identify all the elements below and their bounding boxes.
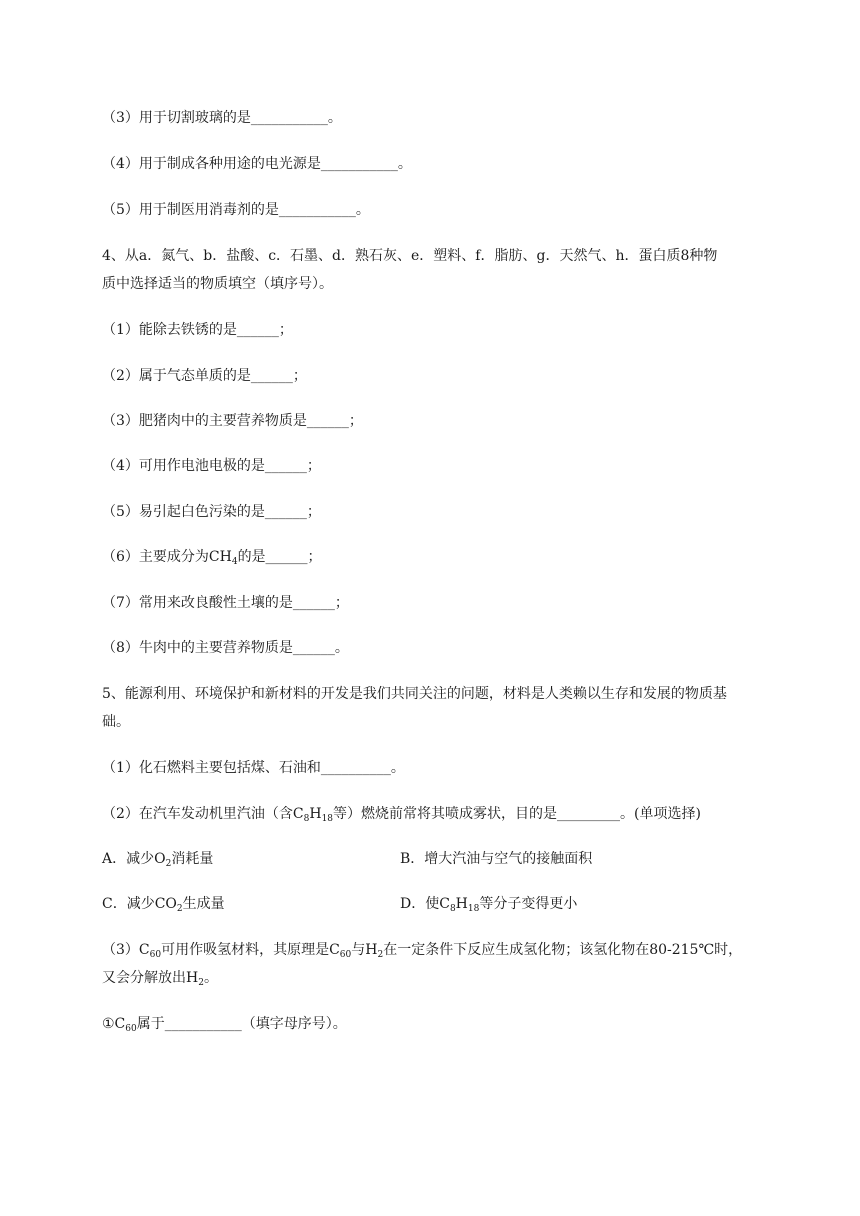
q5-option-a-sub: 2 (165, 859, 172, 869)
q4-item-5: （5）易引起白色污染的是______； (102, 504, 321, 520)
q5-stem-line-2: 础。 (102, 714, 130, 730)
q5-option-b: B．增大汽油与空气的接触面积 (400, 851, 593, 867)
q5-option-d-sub-h: 18 (467, 904, 480, 914)
q5-option-d-sub-c: 8 (449, 904, 456, 914)
q5-option-d-text-a: D．使C (400, 896, 450, 912)
q5-part-3-sub-c: 2 (377, 950, 384, 960)
q4-item-2: （2）属于气态单质的是______； (102, 368, 307, 384)
q5-part-3-text-a: （3）C (102, 942, 150, 958)
q5-part-3-text-c: 与H (351, 942, 378, 958)
q5-part-1: （1）化石燃料主要包括煤、石油和__________。 (102, 760, 405, 776)
q5-part-3-text-d: 在一定条件下反应生成氢化物；该氢化物在80-215℃时， (383, 942, 743, 958)
q5-option-c (102, 894, 225, 914)
q5-part-3-sub-b: 60 (339, 950, 352, 960)
q5-option-a (102, 849, 213, 869)
q5-part-2-text-a: （2）在汽车发动机里汽油（含C (102, 806, 304, 822)
q3-item-4: （4）用于制成各种用途的电光源是___________。 (102, 156, 412, 172)
q5-part-3-text-b: 可用作吸氢材料，其原理是C (161, 942, 340, 958)
q4-item-6-text-a: （6）主要成分为CH (102, 549, 232, 565)
q5-option-c-text-b: 生成量 (182, 896, 225, 912)
q4-item-6-subscript: 4 (231, 557, 238, 567)
q5-part-2-sub-h: 18 (321, 814, 334, 824)
q3-item-3: （3）用于切割玻璃的是___________。 (102, 110, 342, 126)
q5-subquestion-1 (102, 1014, 347, 1034)
q5-part-3-line-2-sub: 2 (198, 978, 204, 988)
q5-part-2-sub-c: 8 (303, 814, 310, 824)
q5-option-d (400, 894, 577, 914)
q5-option-a-text-a: A．减少O (102, 851, 166, 867)
q4-item-8: （8）牛肉中的主要营养物质是______。 (102, 640, 349, 656)
q4-item-6-text-b: 的是______； (237, 549, 322, 565)
q5-subquestion-1-text-a: ①C (102, 1016, 126, 1032)
q5-option-c-sub: 2 (176, 904, 183, 914)
q4-item-3: （3）肥猪肉中的主要营养物质是______； (102, 413, 363, 429)
q5-option-a-text-b: 消耗量 (171, 851, 214, 867)
q5-subquestion-1-sub: 60 (125, 1024, 137, 1034)
q4-stem-line-1: 4、从a．氮气、b．盐酸、c．石墨、d．熟石灰、e．塑料、f．脂肪、g．天然气、h．蛋白质8种物 (102, 248, 718, 264)
q4-item-1: （1）能除去铁锈的是______； (102, 322, 293, 338)
q5-part-3-line-2 (102, 968, 218, 988)
q5-subquestion-1-text-b: 属于___________（填字母序号）。 (136, 1016, 347, 1032)
q3-item-5: （5）用于制医用消毒剂的是___________。 (102, 202, 370, 218)
q5-option-c-text-a: C．减少CO (102, 896, 177, 912)
q5-option-d-h: H (455, 896, 468, 912)
q5-part-3-line-1 (102, 940, 742, 960)
q5-part-2 (102, 804, 701, 824)
q4-item-7: （7）常用来改良酸性土壤的是______； (102, 595, 349, 611)
q5-part-3-line-2-text-a: 又会分解放出H (102, 970, 199, 986)
q5-option-d-text-b: 等分子变得更小 (479, 896, 578, 912)
q5-part-3-line-2-text-b: 。 (203, 970, 218, 986)
q4-stem-line-2: 质中选择适当的物质填空（填序号）。 (102, 276, 333, 292)
q5-part-2-text-b: 等）燃烧前常将其喷成雾状，目的是_________。(单项选择) (333, 806, 701, 822)
q5-part-2-h: H (309, 806, 322, 822)
q5-part-3-sub-a: 60 (149, 950, 162, 960)
q4-item-6 (102, 547, 322, 567)
q5-stem-line-1: 5、能源利用、环境保护和新材料的开发是我们共同关注的问题，材料是人类赖以生存和发展的物质基 (102, 686, 727, 702)
q4-item-4: （4）可用作电池电极的是______； (102, 458, 321, 474)
